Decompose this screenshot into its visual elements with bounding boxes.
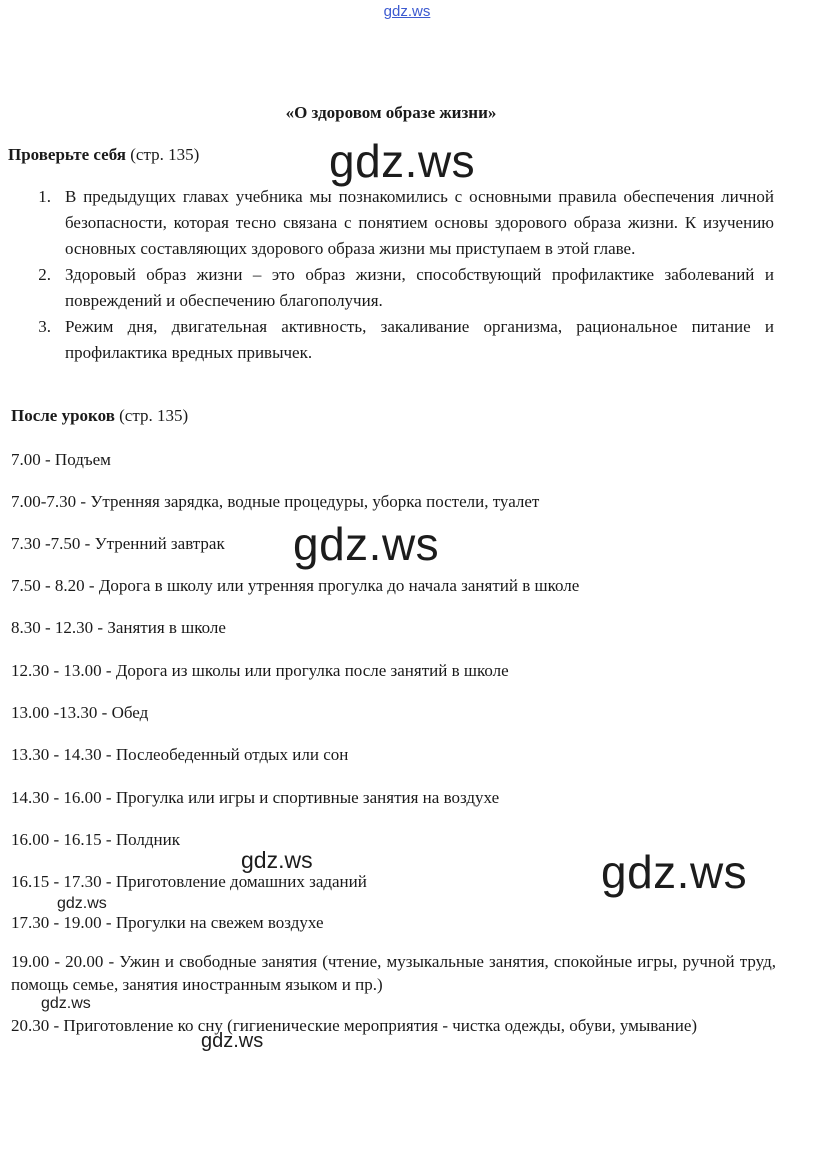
watermark: gdz.ws	[201, 1030, 264, 1052]
check-yourself-heading-bold: Проверьте себя	[8, 145, 126, 164]
after-lessons-heading-bold: После уроков	[11, 406, 115, 425]
schedule-row: 7.00-7.30 - Утренняя зарядка, водные процедуры, уборка постели, туалет	[11, 492, 540, 511]
answer-number: 2.	[38, 265, 51, 284]
answer-number: 1.	[38, 187, 51, 206]
after-lessons-heading-pages: (стр. 135)	[114, 406, 189, 425]
answer-item	[8, 184, 774, 262]
site-link[interactable]: gdz.ws	[383, 3, 431, 20]
watermark: gdz.ws	[601, 846, 748, 898]
answers-list	[8, 184, 774, 366]
watermark: gdz.ws	[241, 847, 313, 873]
answer-number: 3.	[38, 317, 51, 336]
check-yourself-heading	[8, 145, 199, 165]
answer-item	[8, 314, 774, 366]
after-lessons-heading	[11, 406, 188, 426]
watermark: gdz.ws	[293, 518, 440, 570]
schedule-row: 19.00 - 20.00 - Ужин и свободные занятия (чтение, музыкальные занятия, спокойные игры, ручной труд, помощь семье, занятия иностранным языком и пр.)	[11, 952, 776, 994]
schedule-row: 7.30 -7.50 - Утренний завтрак	[11, 534, 225, 553]
watermark: gdz.ws	[329, 135, 476, 187]
schedule-row: 16.00 - 16.15 - Полдник	[11, 830, 180, 849]
document-title: «О здоровом образе жизни»	[285, 103, 497, 122]
schedule-row: 8.30 - 12.30 - Занятия в школе	[11, 618, 226, 637]
schedule-row: 13.30 - 14.30 - Послеобеденный отдых или сон	[11, 745, 349, 764]
watermark: gdz.ws	[57, 895, 107, 912]
schedule-row: 20.30 - Приготовление ко сну (гигиенические мероприятия - чистка одежды, обуви, умывание)	[11, 1016, 698, 1035]
answer-text: Режим дня, двигательная активность, закаливание организма, рациональное питание и профилактика вредных привычек.	[65, 317, 774, 362]
schedule-row: 7.00 - Подъем	[11, 450, 111, 469]
answer-item	[8, 262, 774, 314]
schedule-row: 13.00 -13.30 - Обед	[11, 703, 149, 722]
schedule-row: 12.30 - 13.00 - Дорога из школы или прогулка после занятий в школе	[11, 661, 509, 680]
answer-text: Здоровый образ жизни – это образ жизни, способствующий профилактике заболеваний и повреждений и обеспечению благополучия.	[65, 265, 774, 310]
watermark: gdz.ws	[41, 995, 91, 1012]
check-yourself-heading-pages: (стр. 135)	[126, 145, 200, 164]
schedule-row: 14.30 - 16.00 - Прогулка или игры и спортивные занятия на воздухе	[11, 788, 500, 807]
schedule-row: 17.30 - 19.00 - Прогулки на свежем воздухе	[11, 913, 324, 932]
answer-text: В предыдущих главах учебника мы познакомились с основными правила обеспечения личной безопасности, которая тесно связана с понятием основы здорового образа жизни. К изучению основных составляющих здорового образа жизни мы приступаем в этой главе.	[65, 187, 774, 258]
schedule-row: 16.15 - 17.30 - Приготовление домашних заданий	[11, 872, 367, 891]
schedule-row: 7.50 - 8.20 - Дорога в школу или утренняя прогулка до начала занятий в школе	[11, 576, 580, 595]
